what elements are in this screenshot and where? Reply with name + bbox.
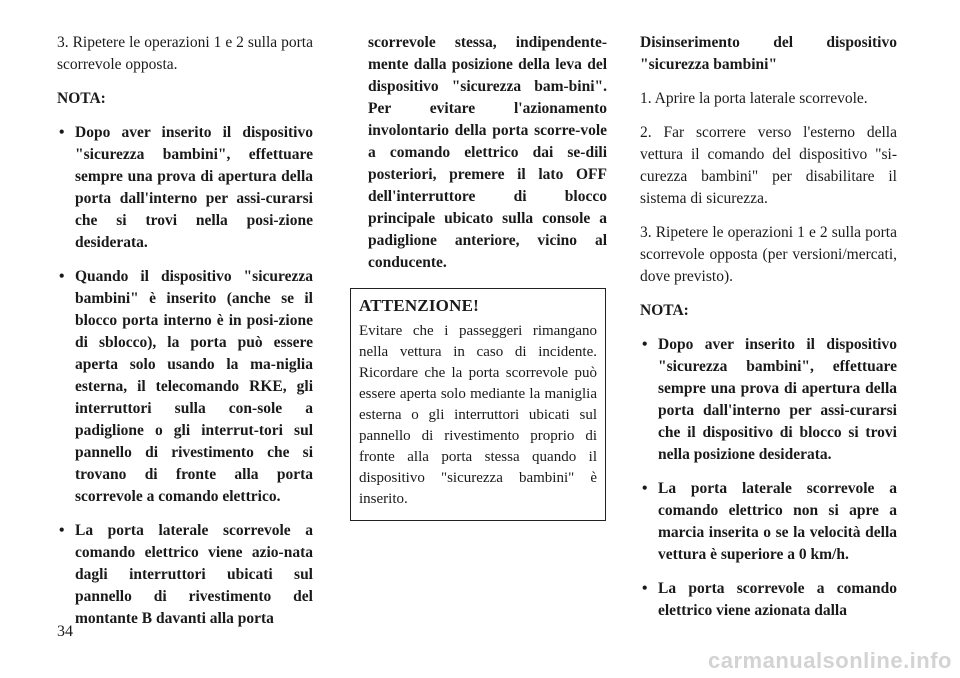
list-item: • Dopo aver inserito il dispositivo "sicurezza bambini", effettuare sempre una prova di apertura della porta dall'interno per assi-curarsi che si trovi nella posi-zione desiderata. — [59, 124, 313, 251]
warning-title: ATTENZIONE! — [359, 296, 479, 315]
step-paragraph: 3. Ripetere le operazioni 1 e 2 sulla porta scorrevole opposta (per versioni/mercati, dove previsto). — [640, 224, 897, 285]
list-item: • Quando il dispositivo "sicurezza bambini" è inserito (anche se il blocco porta interno è in posi-zione di sblocco), la porta può essere aperta solo usando la ma-niglia esterna, il telecomando RKE, gli interruttori sulla con-sole a padiglione o gli interrut-tori sul pannello di rivestimento che si trovano di fronte alla porta scorrevole a comando elettrico. — [59, 268, 313, 505]
bullet-icon: • — [59, 268, 65, 285]
note-list — [57, 122, 313, 630]
note-list — [640, 334, 897, 622]
column-middle — [350, 32, 607, 521]
list-item: • La porta laterale scorrevole a comando elettrico viene azio-nata dagli interruttori ubicati sul pannello di rivestimento del montante B davanti alla porta — [59, 522, 313, 627]
step-paragraph: 2. Far scorrere verso l'esterno della vettura il comando del dispositivo "si-curezza bambini" per disabilitare il sistema di sicurezza. — [640, 124, 897, 207]
note-label: NOTA: — [57, 90, 106, 107]
bullet-icon: • — [59, 124, 65, 141]
continued-bullet-text: scorrevole stessa, indipendente-mente dalla posizione della leva del dispositivo "sicurezza bam-bini". Per evitare l'azionamento involontario della porta scorre-vole a comando elettrico dai se-dili posteriori, premere il lato OFF dell'interruttore di blocco principale ubicato sulla console a padiglione anteriore, vicino al conducente. — [368, 34, 607, 271]
watermark: carmanualsonline.info — [708, 648, 952, 673]
bullet-icon: • — [642, 580, 648, 597]
step-paragraph: 1. Aprire la porta laterale scorrevole. — [640, 90, 868, 107]
section-heading: Disinserimento del dispositivo "sicurezza bambini" — [640, 34, 897, 73]
warning-text: Evitare che i passeggeri rimangano nella vettura in caso di incidente. Ricordare che la porta scorrevole può essere aperta solo mediante la maniglia esterna o gli interruttori ubicati sul pannello di rivestimento proprio di fronte alla porta stessa quando il dispositivo "sicurezza bambini" è inserito. — [359, 323, 597, 507]
list-item: • La porta laterale scorrevole a comando elettrico non si apre a marcia inserita o se la velocità della vettura è superiore a 0 km/h. — [642, 480, 897, 563]
list-item: • La porta scorrevole a comando elettrico viene azionata dalla — [642, 580, 897, 619]
intro-paragraph: 3. Ripetere le operazioni 1 e 2 sulla porta scorrevole opposta. — [57, 34, 313, 73]
note-label: NOTA: — [640, 302, 689, 319]
bullet-icon: • — [642, 480, 648, 497]
bullet-icon: • — [59, 522, 65, 539]
page-number: 34 — [57, 623, 73, 640]
list-item: • Dopo aver inserito il dispositivo "sicurezza bambini", effettuare sempre una prova di apertura della porta dall'interno per assi-curarsi che il dispositivo di blocco si trovi nella posizione desiderata. — [642, 336, 897, 463]
column-left — [57, 32, 313, 642]
bullet-icon: • — [642, 336, 648, 353]
warning-box — [350, 288, 606, 521]
column-right — [640, 32, 897, 634]
